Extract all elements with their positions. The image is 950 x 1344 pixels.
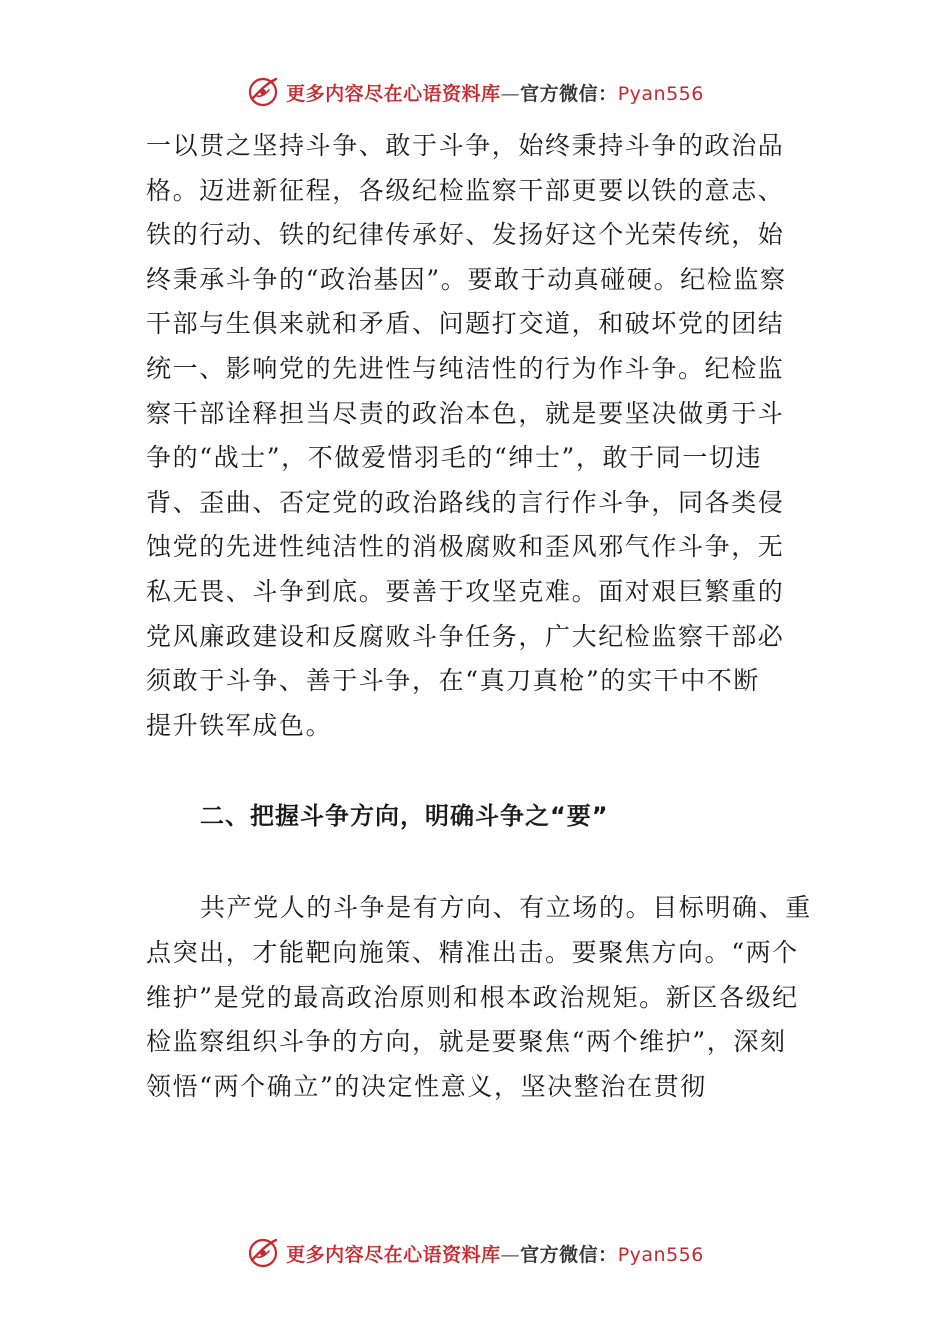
footer-wechat-id: Pyan556: [617, 1243, 704, 1266]
text-line: 争的“战士”，不做爱惜羽毛的“绅士”，敢于同一切违: [146, 443, 763, 473]
text-line: 领悟“两个确立”的决定性意义，坚决整治在贯彻: [146, 1071, 707, 1101]
text-line: 须敢于斗争、善于斗争，在“真刀真枪”的实干中不断: [146, 666, 760, 696]
footer-label-text: 官方微信：: [520, 1243, 618, 1266]
text-line: 察干部诠释担当尽责的政治本色，就是要坚决做勇于斗: [146, 398, 785, 428]
text-line: 一以贯之坚持斗争、敢于斗争，始终秉持斗争的政治品: [146, 131, 785, 160]
text-line: 党风廉政建设和反腐败斗争任务，广大纪检监察干部必: [146, 621, 785, 651]
footer-banner: [0, 1233, 950, 1273]
header-banner-text: [286, 79, 704, 106]
document-body: [146, 124, 821, 1109]
text-line: 提升铁军成色。: [146, 710, 333, 740]
text-line: 铁的行动、铁的纪律传承好、发扬好这个光荣传统，始: [146, 220, 785, 250]
header-site-text: 更多内容尽在心语资料库: [286, 82, 501, 105]
text-line: 格。迈进新征程，各级纪检监察干部更要以铁的意志、: [146, 175, 785, 205]
text-line: 共产党人的斗争是有方向、有立场的。目标明确、重: [200, 893, 812, 923]
header-banner-inner: [246, 75, 704, 109]
text-line: 统一、影响党的先进性与纯洁性的行为作斗争。纪检监: [146, 353, 785, 383]
paragraph-1: [146, 124, 821, 748]
footer-banner-inner: [246, 1236, 704, 1270]
text-line: 私无畏、斗争到底。要善于攻坚克难。面对艰巨繁重的: [146, 576, 785, 606]
header-wechat-id: Pyan556: [617, 82, 704, 105]
text-line: 维护”是党的最高政治原则和根本政治规矩。新区各级纪: [146, 982, 799, 1012]
text-line: 背、歪曲、否定党的政治路线的言行作斗争，同各类侵: [146, 487, 785, 517]
paragraph-2: [146, 886, 821, 1109]
text-line: 检监察组织斗争的方向，就是要聚焦“两个维护”，深刻: [146, 1027, 787, 1057]
brand-logo-icon: [246, 75, 280, 109]
text-line: 点突出，才能靶向施策、精准出击。要聚焦方向。“两个: [146, 937, 799, 967]
footer-site-text: 更多内容尽在心语资料库: [286, 1243, 501, 1266]
header-banner: [0, 72, 950, 112]
header-label-text: 官方微信：: [520, 82, 618, 105]
footer-banner-text: [286, 1240, 704, 1267]
section-heading: 二、把握斗争方向，明确斗争之“要”: [200, 802, 609, 831]
text-line: 蚀党的先进性纯洁性的消极腐败和歪风邪气作斗争，无: [146, 532, 785, 562]
brand-logo-icon: [246, 1236, 280, 1270]
text-line: 终秉承斗争的“政治基因”。要敢于动真碰硬。纪检监察: [146, 264, 787, 294]
text-line: 干部与生俱来就和矛盾、问题打交道，和破坏党的团结: [146, 309, 785, 339]
footer-separator: —: [500, 1243, 521, 1266]
header-separator: —: [500, 82, 521, 105]
